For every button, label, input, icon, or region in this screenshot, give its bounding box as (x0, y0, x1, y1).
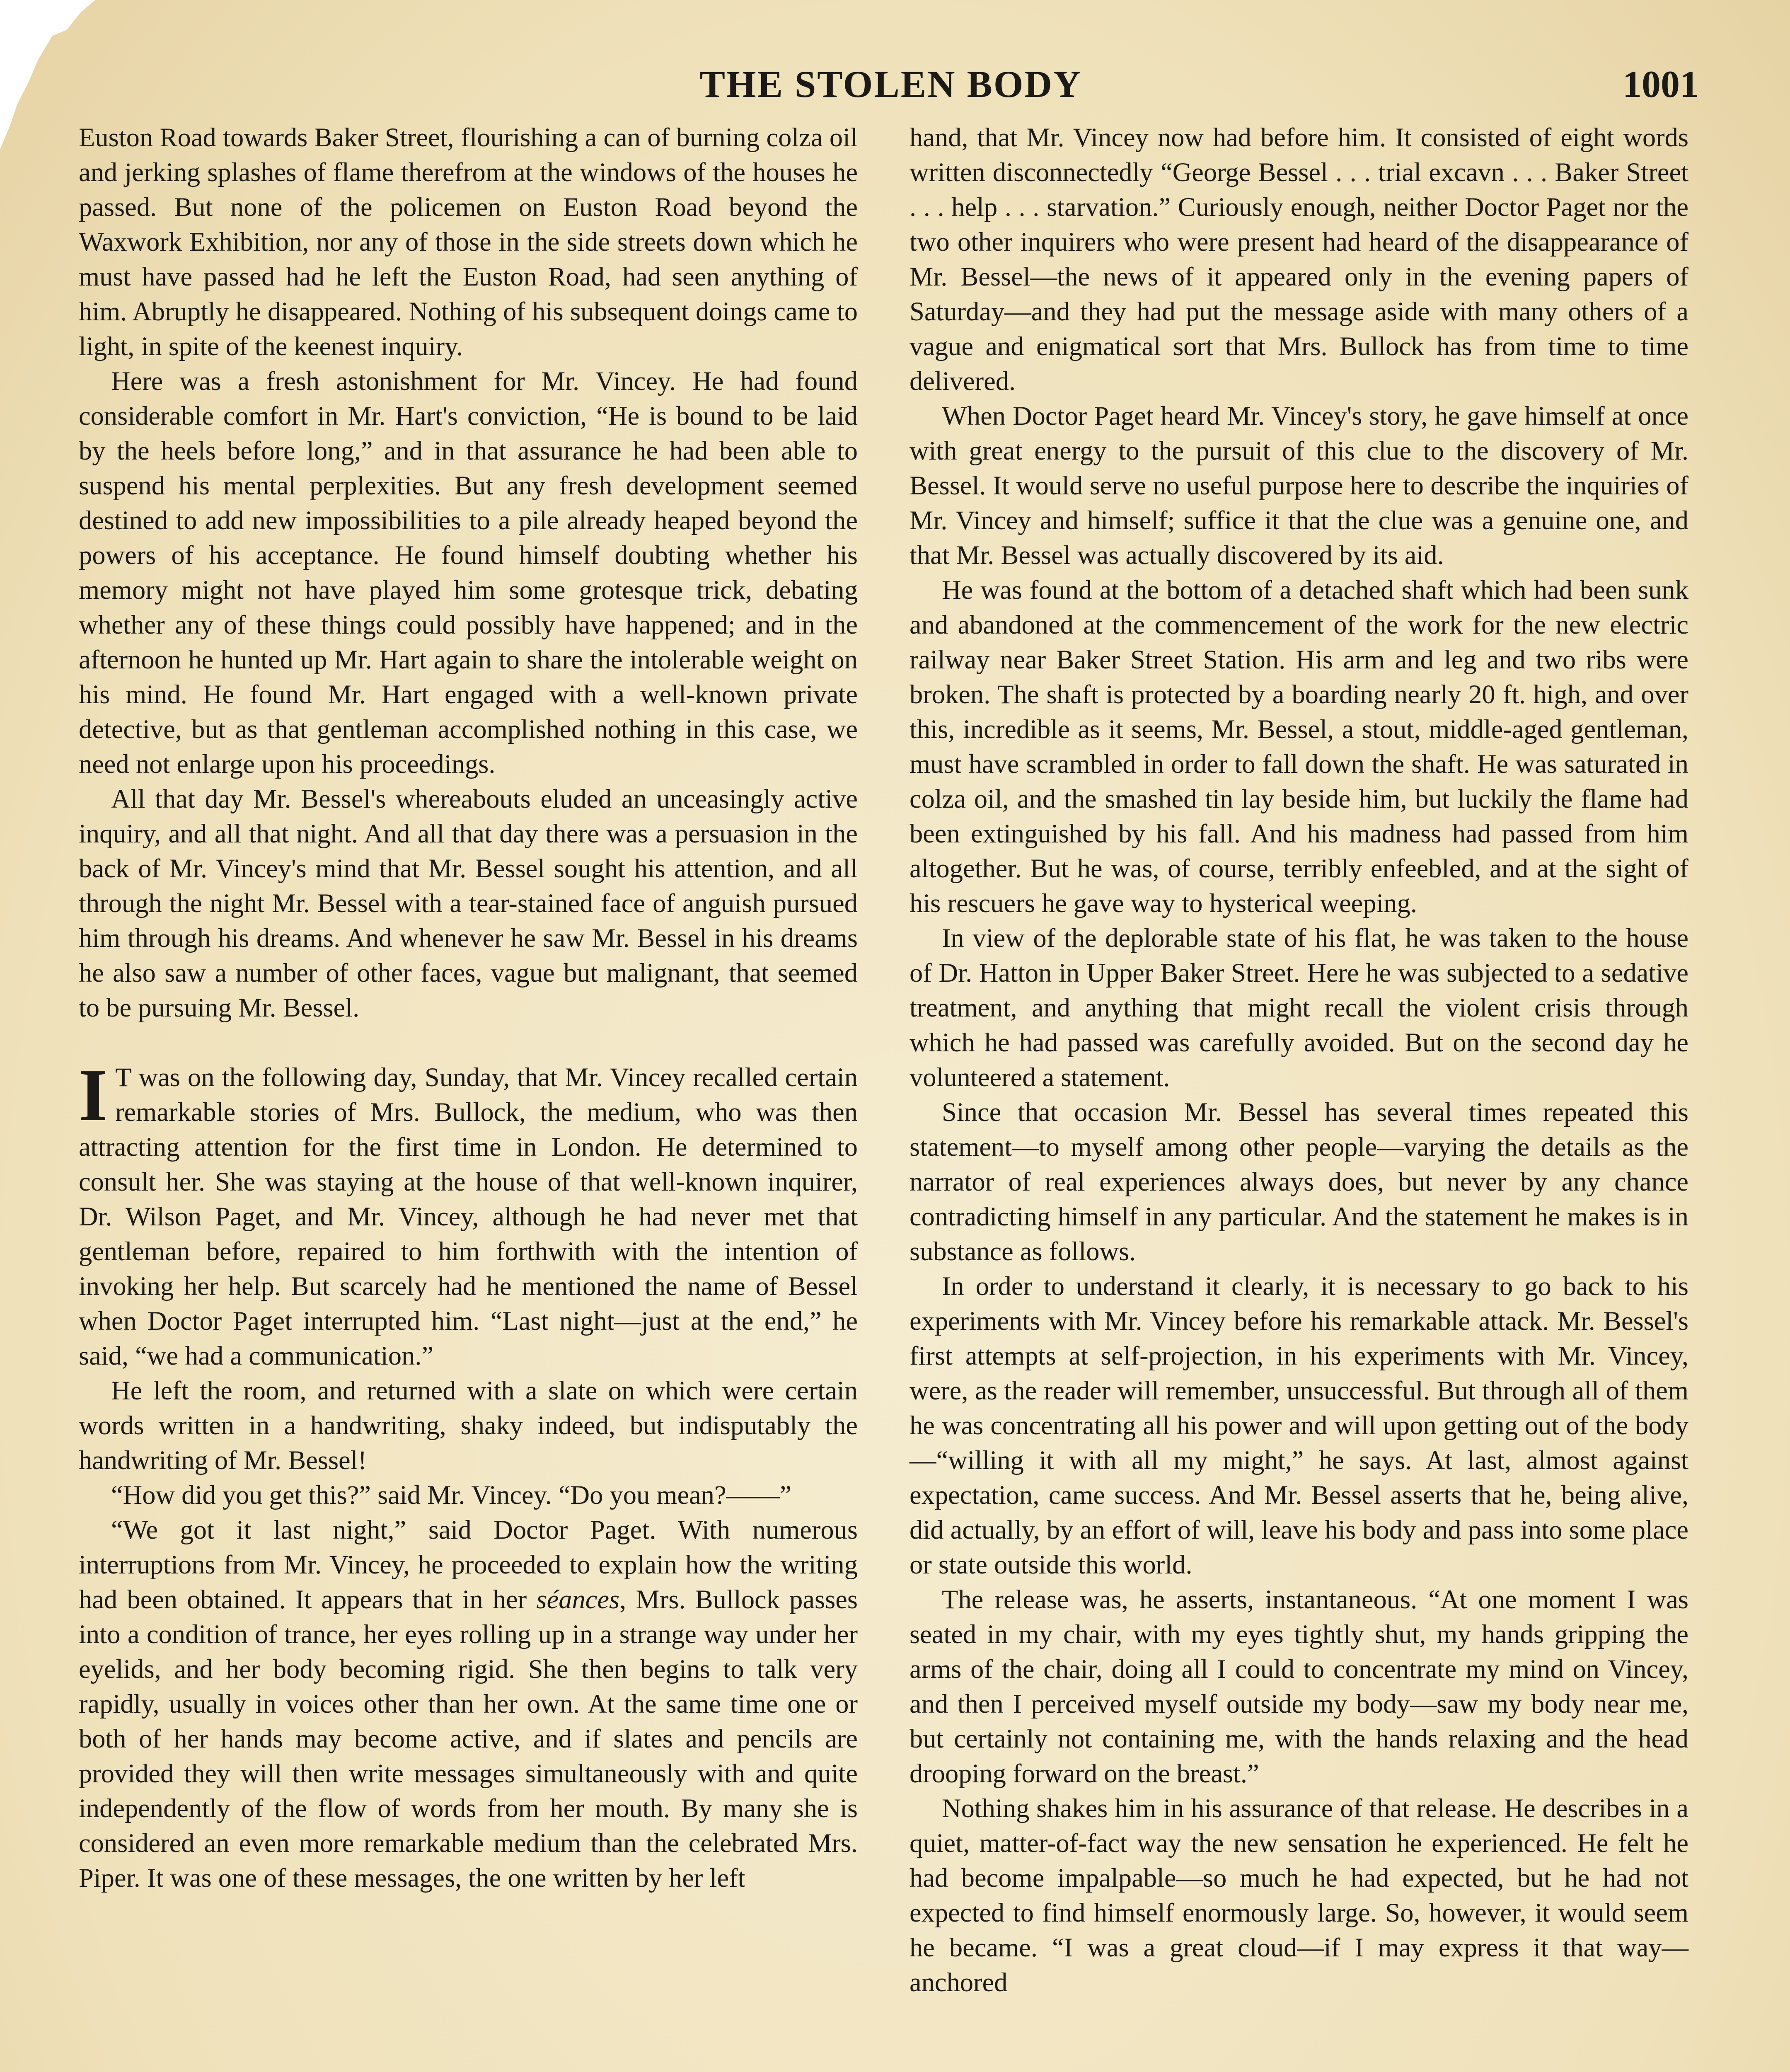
paragraph: In order to understand it clearly, it is necessary to go back to his experiments with Mr. Vincey before his remarkable attack. Mr. Bessel's first attempts at self-projection, in his experiments with Mr. Vincey, were, as the reader will remember, unsuccessful. But through all of them he was concentrating all his power and will upon getting out of the body—“willing it with all my might,” he says. At last, almost against expectation, came success. And Mr. Bessel asserts that he, being alive, did actually, by an effort of will, leave his body and pass into some place or state outside this world. (910, 1271, 1688, 1579)
paragraph: The release was, he asserts, instantaneous. “At one moment I was seated in my chair, with my eyes tightly shut, my hands gripping the arms of the chair, doing all I could to concentrate my mind on Vincey, and then I perceived myself outside my body—saw my body near me, but certainly not containing me, with the hands relaxing and the head drooping forward on the breast.” (910, 1585, 1688, 1788)
paragraph-text: , Mrs. Bullock passes into a condition of trance, her eyes rolling up in a strange way under her eyelids, and her body becoming rigid. She then begins to talk very rapidly, usually in voices other than her own. At the same time one or both of her hands may become active, and if slates and pencils are provided they will then write messages simultaneously with and quite independently of the flow of words from her mouth. By many she is considered an even more remarkable medium than the celebrated Mrs. Piper. It was one of these messages, the one written by her left (79, 1585, 858, 1893)
paragraph: All that day Mr. Bessel's whereabouts eluded an unceasingly active inquiry, and all that night. And all that day there was a persuasion in the back of Mr. Vincey's mind that Mr. Bessel sought his attention, and all through the night Mr. Bessel with a tear-stained face of anguish pursued him through his dreams. And whenever he saw Mr. Bessel in his dreams he also saw a number of other faces, vague but malignant, that seemed to be pursuing Mr. Bessel. (79, 784, 858, 1022)
paragraph: “How did you get this?” said Mr. Vincey. “Do you mean?——” (111, 1480, 792, 1510)
paragraph-dropcap (79, 1054, 858, 1373)
paragraph-text: “We got it last night,” said Doctor Paget. With numerous interruptions from Mr. Vincey, he proceeded to explain how the writing had been obtained. It appears that in her (79, 1515, 858, 1614)
paragraph: He left the room, and returned with a slate on which were certain words written in a handwriting, shaky indeed, but indisputably the handwriting of Mr. Bessel! (79, 1376, 858, 1475)
italic-word: séances (536, 1585, 620, 1614)
left-column (79, 120, 858, 1895)
paragraph: hand, that Mr. Vincey now had before him. It consisted of eight words written disconnectedly “George Bessel . . . trial excavn . . . Baker Street . . . help . . . starvation.” Curiously enough, neither Doctor Paget nor the two other inquirers who were present had heard of the disappearance of Mr. Bessel—the news of it appeared only in the evening papers of Saturday—and they had put the message aside with many others of a vague and enigmatical sort that Mrs. Bullock has from time to time delivered. (910, 123, 1688, 396)
page-number: 1001 (1623, 63, 1699, 105)
right-column (910, 120, 1688, 2000)
paragraph: When Doctor Paget heard Mr. Vincey's story, he gave himself at once with great energy to the pursuit of this clue to the discovery of Mr. Bessel. It would serve no useful purpose here to describe the inquiries of Mr. Vincey and himself; suffice it that the clue was a genuine one, and that Mr. Bessel was actually discovered by its aid. (910, 401, 1688, 570)
paragraph: He was found at the bottom of a detached shaft which had been sunk and abandoned at the commencement of the work for the new electric railway near Baker Street Station. His arm and leg and two ribs were broken. The shaft is protected by a boarding nearly 20 ft. high, and over this, incredible as it seems, Mr. Bessel, a stout, middle-aged gentleman, must have scrambled in order to fall down the shaft. He was saturated in colza oil, and the smashed tin lay beside him, but luckily the flame had been extinguished by his fall. And his madness had passed from him altogether. But he was, of course, terribly enfeebled, and at the sight of his rescuers he gave way to hysterical weeping. (910, 575, 1688, 918)
paragraph-text: T was on the following day, Sunday, that Mr. Vincey recalled certain remarkable stories of Mrs. Bullock, the medium, who was then attracting attention for the first time in London. He determined to consult her. She was staying at the house of that well-known inquirer, Dr. Wilson Paget, and Mr. Vincey, although he had never met that gentleman before, repaired to him forthwith with the intention of invoking her help. But scarcely had he mentioned the name of Bessel when Doctor Paget interrupted him. “Last night—just at the end,” he said, “we had a communication.” (79, 1063, 858, 1370)
paragraph: Nothing shakes him in his assurance of that release. He describes in a quiet, matter-of-fact way the new sensation he experienced. He felt he had become impalpable—so much he had expected, but he had not expected to find himself enormously large. So, however, it would seem he became. “I was a great cloud—if I may express it that way—anchored (910, 1794, 1688, 1997)
section-break (79, 1025, 858, 1060)
running-head: THE STOLEN BODY (699, 63, 1082, 105)
paragraph (79, 1513, 858, 1895)
page-header (83, 62, 1699, 116)
paragraph: In view of the deplorable state of his flat, he was taken to the house of Dr. Hatton in Upper Baker Street. Here he was subjected to a sedative treatment, and anything that might recall the violent crisis through which he had passed was carefully avoided. But on the second day he volunteered a statement. (910, 923, 1688, 1092)
drop-cap: I (79, 1054, 108, 1136)
paragraph: Since that occasion Mr. Bessel has several times repeated this statement—to myself among other people—varying the details as the narrator of real experiences always does, but never by any chance contradicting himself in any particular. And the statement he makes is in substance as follows. (910, 1097, 1688, 1266)
paragraph: Euston Road towards Baker Street, flourishing a can of burning colza oil and jerking splashes of flame therefrom at the windows of the houses he passed. But none of the policemen on Euston Road beyond the Waxwork Exhibition, nor any of those in the side streets down which he must have passed had he left the Euston Road, had seen anything of him. Abruptly he disappeared. Nothing of his subsequent doings came to light, in spite of the keenest inquiry. (79, 123, 858, 361)
paragraph: Here was a fresh astonishment for Mr. Vincey. He had found considerable comfort in Mr. Hart's conviction, “He is bound to be laid by the heels before long,” and in that assurance he had been able to suspend his mental perplexities. But any fresh development seemed destined to add new impossibilities to a pile already heaped beyond the powers of his acceptance. He found himself doubting whether his memory might not have played him some grotesque trick, debating whether any of these things could possibly have happened; and in the afternoon he hunted up Mr. Hart again to share the intolerable weight on his mind. He found Mr. Hart engaged with a well-known private detective, but as that gentleman accomplished nothing in this case, we need not enlarge upon his proceedings. (79, 366, 858, 779)
